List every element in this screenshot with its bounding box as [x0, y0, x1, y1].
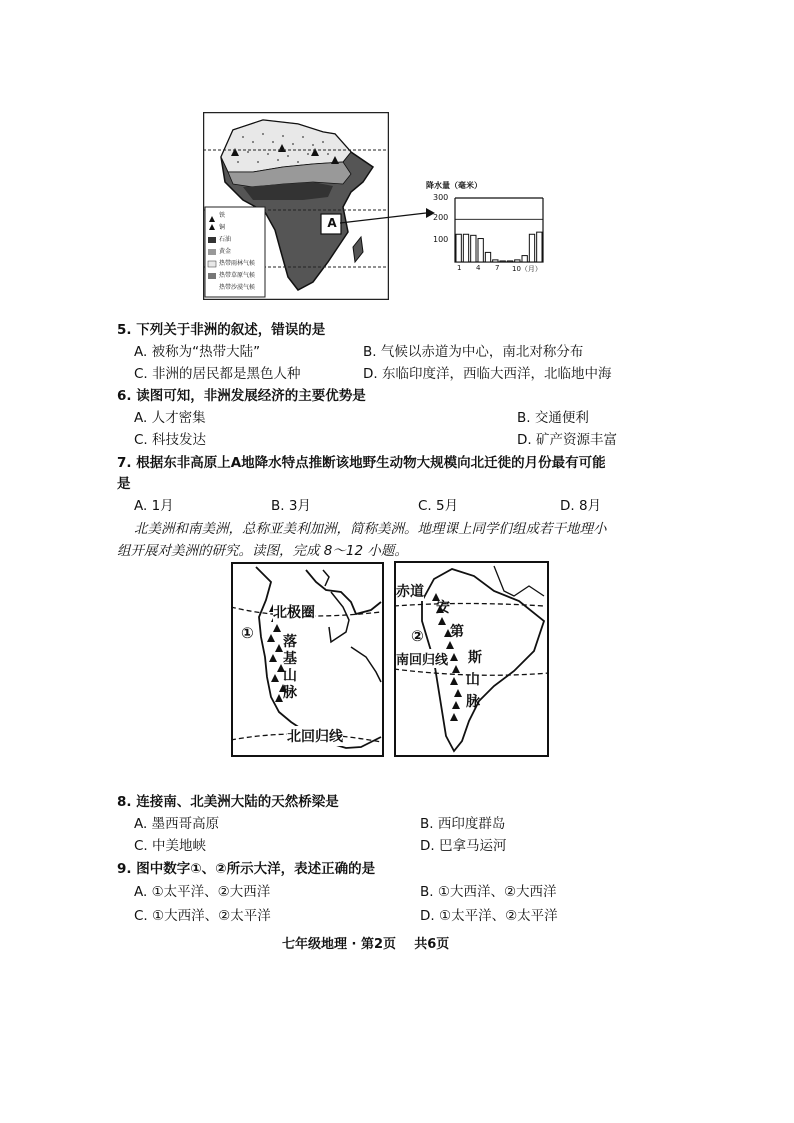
q9-option-c[interactable]: C. ①大西洋、②太平洋 — [134, 908, 271, 924]
mountain-char: 落 — [283, 634, 297, 650]
legend-item: 铜 — [219, 224, 226, 231]
equator-label: 赤道 — [396, 581, 424, 601]
precip-bar-month-1 — [456, 234, 461, 262]
precip-bar-month-2 — [463, 234, 468, 262]
mountain-char: 基 — [283, 651, 297, 667]
north-america-map — [231, 562, 384, 757]
footer-spacer — [401, 937, 410, 952]
question-5-stem: 5. 下列关于非洲的叙述，错误的是 — [117, 322, 326, 338]
andes-char-2: 第 — [450, 624, 464, 640]
precip-bar-month-3 — [471, 235, 476, 262]
americas-intro-line1: 北美洲和南美洲，总称亚美利加洲，简称美洲。地理课上同学们组成若干地理小 — [134, 521, 607, 537]
andes-char-3: 斯 — [468, 650, 482, 666]
question-8-stem: 8. 连接南、北美洲大陆的天然桥梁是 — [117, 794, 339, 810]
precip-bar-month-5 — [485, 252, 490, 262]
south-america-map — [394, 561, 549, 757]
precip-bar-month-7 — [500, 261, 505, 262]
footer-page: 第2页 — [361, 937, 397, 952]
question-7-stem: 7. 根据东非高原上A地降水特点推断该地野生动物大规模向北迁徙的月份最有可能 — [117, 455, 606, 471]
precipitation-chart — [420, 180, 545, 275]
footer-separator: · — [351, 937, 362, 952]
q6-option-c[interactable]: C. 科技发达 — [134, 432, 207, 448]
ocean-label-1: ① — [241, 624, 254, 642]
ocean-label-2: ② — [411, 627, 424, 645]
mountain-char: 山 — [283, 668, 297, 684]
precip-bar-month-4 — [478, 239, 483, 262]
precip-bar-month-10 — [522, 256, 527, 262]
arctic-circle-label: 北极圈 — [273, 602, 315, 622]
q9-option-d[interactable]: D. ①太平洋、②太平洋 — [420, 908, 558, 924]
chart-ytick: 200 — [433, 213, 449, 222]
q7-option-a[interactable]: A. 1月 — [134, 498, 174, 514]
footer-total: 共6页 — [414, 937, 450, 952]
q5-option-a[interactable]: A. 被称为“热带大陆” — [134, 344, 261, 360]
legend-item: 黄金 — [219, 248, 232, 255]
andes-char-1: 安 — [436, 600, 450, 616]
q9-option-b[interactable]: B. ①大西洋、②大西洋 — [420, 884, 557, 900]
legend-item: 热带草原气候 — [219, 272, 256, 279]
chart-xtick: 10（月） — [512, 265, 542, 273]
q7-option-b[interactable]: B. 3月 — [271, 498, 311, 514]
precip-bar-month-12 — [537, 232, 542, 262]
chart-ylabel: 降水量（毫米） — [426, 181, 482, 190]
q5-option-c[interactable]: C. 非洲的居民都是黑色人种 — [134, 366, 301, 382]
legend-item: 铁 — [219, 212, 226, 219]
chart-ytick: 300 — [433, 193, 449, 202]
q7-option-d[interactable]: D. 8月 — [560, 498, 602, 514]
legend-item: 热带沙漠气候 — [219, 284, 256, 291]
chart-xtick: 7 — [495, 264, 500, 272]
question-7-stem-cont: 是 — [117, 476, 131, 492]
footer-subject: 七年级地理 — [282, 937, 348, 952]
q6-option-d[interactable]: D. 矿产资源丰富 — [517, 432, 617, 448]
q5-option-d[interactable]: D. 东临印度洋，西临大西洋，北临地中海 — [363, 366, 612, 382]
precip-bar-month-11 — [529, 234, 534, 262]
chart-xtick: 1 — [457, 264, 462, 272]
question-6-stem: 6. 读图可知，非洲发展经济的主要优势是 — [117, 388, 366, 404]
q8-option-b[interactable]: B. 西印度群岛 — [420, 816, 506, 832]
mountain-char: 脉 — [283, 685, 297, 701]
q8-option-c[interactable]: C. 中美地峡 — [134, 838, 207, 854]
legend-item: 石油 — [219, 236, 232, 243]
precip-bar-month-8 — [507, 261, 512, 262]
precip-bar-month-9 — [515, 260, 520, 262]
rocky-mountains-label — [283, 634, 299, 702]
africa-region-a-label: A — [327, 216, 337, 230]
africa-legend-text — [219, 210, 255, 294]
americas-intro-line2: 组开展对美洲的研究。读图，完成 8～12 小题。 — [117, 543, 408, 559]
q6-option-b[interactable]: B. 交通便利 — [517, 410, 589, 426]
q8-option-d[interactable]: D. 巴拿马运河 — [420, 838, 507, 854]
tropic-of-capricorn-label: 南回归线 — [396, 649, 448, 668]
legend-item: 热带雨林气候 — [219, 260, 256, 267]
tropic-of-cancer-label: 北回归线 — [287, 726, 343, 746]
precip-bar-month-6 — [493, 260, 498, 262]
chart-ytick: 100 — [433, 235, 449, 244]
q9-option-a[interactable]: A. ①太平洋、②大西洋 — [134, 884, 271, 900]
question-9-stem: 9. 图中数字①、②所示大洋，表述正确的是 — [117, 861, 376, 877]
page-footer — [282, 933, 449, 952]
q8-option-a[interactable]: A. 墨西哥高原 — [134, 816, 220, 832]
andes-char-4: 山 — [466, 672, 480, 688]
q6-option-a[interactable]: A. 人才密集 — [134, 410, 206, 426]
chart-xtick: 4 — [476, 264, 481, 272]
andes-char-5: 脉 — [466, 694, 480, 710]
chart-plot-area — [453, 196, 545, 264]
q5-option-b[interactable]: B. 气候以赤道为中心，南北对称分布 — [363, 344, 584, 360]
q7-option-c[interactable]: C. 5月 — [418, 498, 459, 514]
